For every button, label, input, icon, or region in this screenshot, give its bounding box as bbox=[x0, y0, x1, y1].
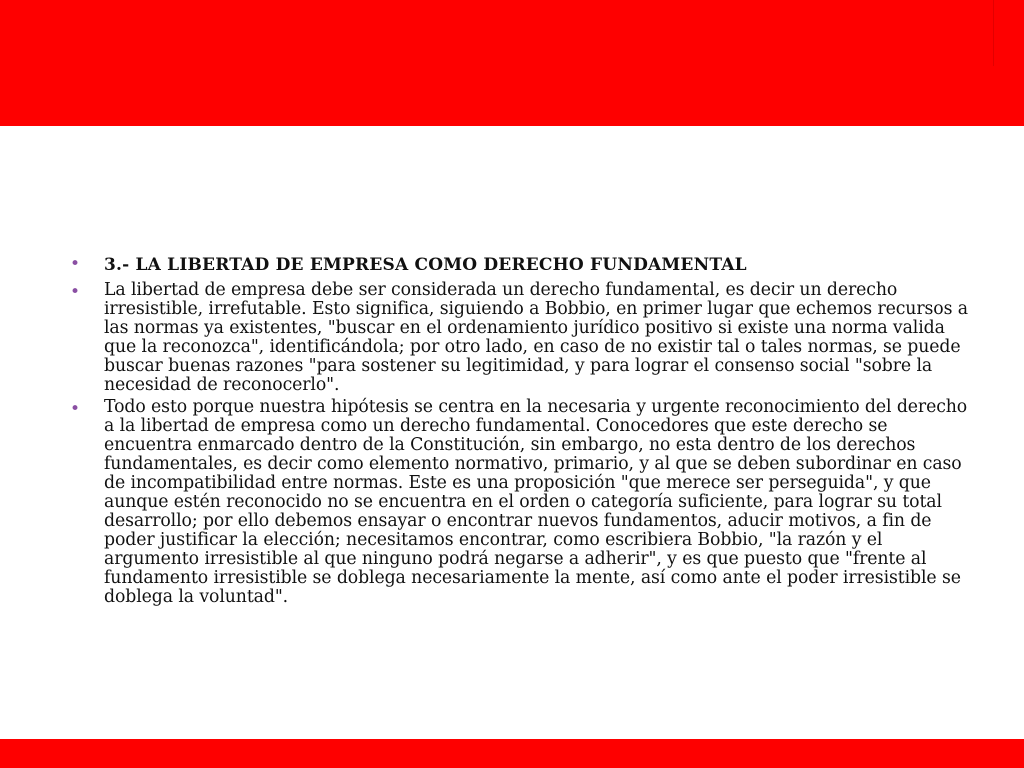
section-heading: 3.- LA LIBERTAD DE EMPRESA COMO DERECHO FUNDAMENTAL bbox=[104, 255, 747, 275]
bullet-dot-icon: • bbox=[70, 282, 81, 302]
bullet-item-paragraph-1 bbox=[70, 281, 970, 394]
bullet-item-paragraph-2 bbox=[70, 398, 970, 606]
bottom-red-band bbox=[0, 739, 1024, 768]
band-divider-line bbox=[993, 0, 994, 66]
bullet-dot-icon: • bbox=[70, 399, 81, 420]
paragraph-text: La libertad de empresa debe ser considerada un derecho fundamental, es decir un derecho irresistible, irrefutable. Esto significa, siguiendo a Bobbio, en primer lugar que echemos recursos a las normas ya existentes, "buscar en el ordenamiento jurídico positivo si existe una norma valida que la reconozca", identificándola; por otro lado, en caso de no existir tal o tales normas, se puede buscar buenas razones "para sostener su legitimidad, y para lograr el consenso social "sobre la necesidad de reconocerlo". bbox=[104, 280, 968, 395]
paragraph-text: Todo esto porque nuestra hipótesis se centra en la necesaria y urgente reconocimiento del derecho a la libertad de empresa como un derecho fundamental. Conocedores que este derecho se encuentra enmarcado dentro de la Constitución, sin embargo, no esta dentro de los derechos fundamentales, es decir como elemento normativo, primario, y al que se deben subordinar en caso de incompatibilidad entre normas. Este es una proposición "que merece ser perseguida", y que aunque estén reconocido no se encuentra en el orden o categoría suficiente, para lograr su total desarrollo; por ello debemos ensayar o encontrar nuevos fundamentos, aducir motivos, a fin de poder justificar la elección; necesitamos encontrar, como escribiera Bobbio, "la razón y el argumento irresistible al que ninguno podrá negarse a adherir", y es que puesto que "frente al fundamento irresistible se doblega necesariamente la mente, así como ante el poder irresistible se doblega la voluntad". bbox=[104, 397, 968, 607]
top-red-band bbox=[0, 0, 1024, 126]
bullet-list bbox=[70, 253, 970, 610]
bullet-item-heading bbox=[70, 253, 970, 277]
bullet-dot-icon: • bbox=[70, 254, 81, 274]
